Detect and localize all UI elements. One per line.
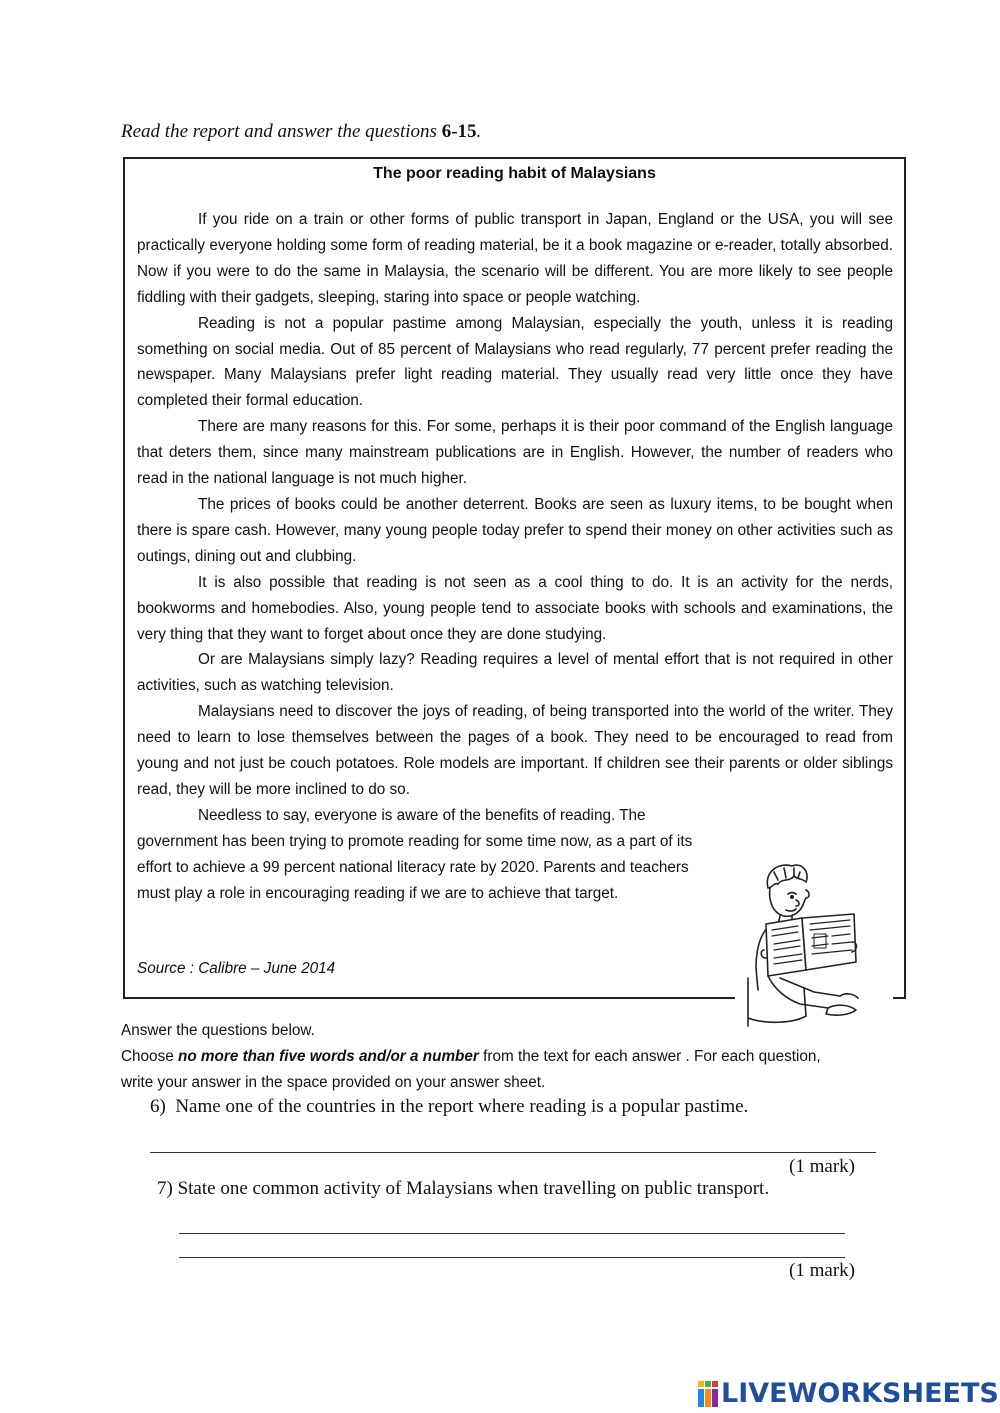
report-box-bottom-border-right bbox=[893, 997, 906, 999]
paragraph-5: It is also possible that reading is not seen as a cool thing to do. It is an activity for the nerds, bookworms and homebodies. Also, young people tend to associate books with schools and examinations, the very thing that they want to forget about once they are done studying. bbox=[137, 573, 893, 643]
question-text: Name one of the countries in the report where reading is a popular pastime. bbox=[175, 1096, 749, 1117]
liveworksheets-logo bbox=[697, 1378, 997, 1410]
man-reading-newspaper-illustration bbox=[744, 858, 860, 1028]
report-source: Source : Calibre – June 2014 bbox=[137, 960, 336, 977]
question-6-marks: (1 mark) bbox=[789, 1156, 855, 1177]
liveworksheets-logo-icon bbox=[697, 1380, 719, 1408]
question-text: State one common activity of Malaysians when travelling on public transport. bbox=[177, 1178, 770, 1199]
paragraph-6: Or are Malaysians simply lazy? Reading requires a level of mental effort that is not required in other activities, such as watching television. bbox=[137, 651, 893, 695]
question-7 bbox=[157, 1178, 769, 1200]
question-range: 6-15 bbox=[441, 121, 477, 142]
word-limit-emphasis: no more than five words and/or a number bbox=[177, 1048, 479, 1065]
questions-intro bbox=[121, 1018, 841, 1096]
question-number: 7) bbox=[157, 1178, 173, 1199]
answer-line-7b[interactable] bbox=[179, 1257, 845, 1258]
paragraph-7: Malaysians need to discover the joys of reading, of being transported into the world of the writer. They need to learn to lose themselves between the pages of a book. They need to be encouraged to read from young and not just be couch potatoes. Role models are important. If children see their parents or older siblings read, they will be more inclined to do so. bbox=[137, 703, 893, 798]
question-number: 6) bbox=[150, 1096, 166, 1117]
paragraph-2: Reading is not a popular pastime among Malaysian, especially the youth, unless it is reading something on social media. Out of 85 percent of Malaysians who read regularly, 77 percent prefer reading the newspaper. Many Malaysians prefer light reading material. They usually read very little once they have completed their formal education. bbox=[137, 314, 893, 410]
report-body bbox=[137, 207, 893, 803]
questions-intro-line: Answer the questions below. bbox=[121, 1022, 315, 1039]
report-box-bottom-border bbox=[123, 997, 735, 999]
report-final-paragraph bbox=[137, 803, 725, 907]
paragraph-3: There are many reasons for this. For some, perhaps it is their poor command of the English language that deters them, since many mainstream publications are in English. However, the number of readers who read in the national language is not much higher. bbox=[137, 418, 893, 488]
answer-line-7a[interactable] bbox=[179, 1233, 845, 1234]
answer-line-6[interactable] bbox=[150, 1152, 876, 1153]
paragraph-1: If you ride on a train or other forms of public transport in Japan, England or the USA, you will see practically everyone holding some form of reading material, be it a book magazine or e-reader, totally absorbed. Now if you were to do the same in Malaysia, the scenario will be different. You are more likely to see people fiddling with their gadgets, sleeping, staring into space or people watching. bbox=[137, 211, 893, 306]
question-7-marks: (1 mark) bbox=[789, 1260, 855, 1281]
report-title: The poor reading habit of Malaysians bbox=[373, 165, 656, 182]
questions-intro-instructions: Choose no more than five words and/or a number from the text for each answer . For each question, write your answer in the space provided on your answer sheet. bbox=[121, 1048, 821, 1091]
liveworksheets-logo-text: LIVEWORKSHEETS bbox=[721, 1378, 999, 1409]
question-6 bbox=[150, 1096, 748, 1118]
paragraph-8: Needless to say, everyone is aware of the benefits of reading. The government has been trying to promote reading for some time now, as a part of its effort to achieve a 99 percent national literacy rate by 2020. Parents and teachers must play a role in encouraging reading if we are to achieve that target. bbox=[137, 807, 693, 902]
instruction: Read the report and answer the questions 6-15. bbox=[121, 121, 482, 142]
paragraph-4: The prices of books could be another deterrent. Books are seen as luxury items, to be bought when there is spare cash. However, many young people today prefer to spend their money on other activities such as outings, dining out and clubbing. bbox=[137, 495, 893, 565]
